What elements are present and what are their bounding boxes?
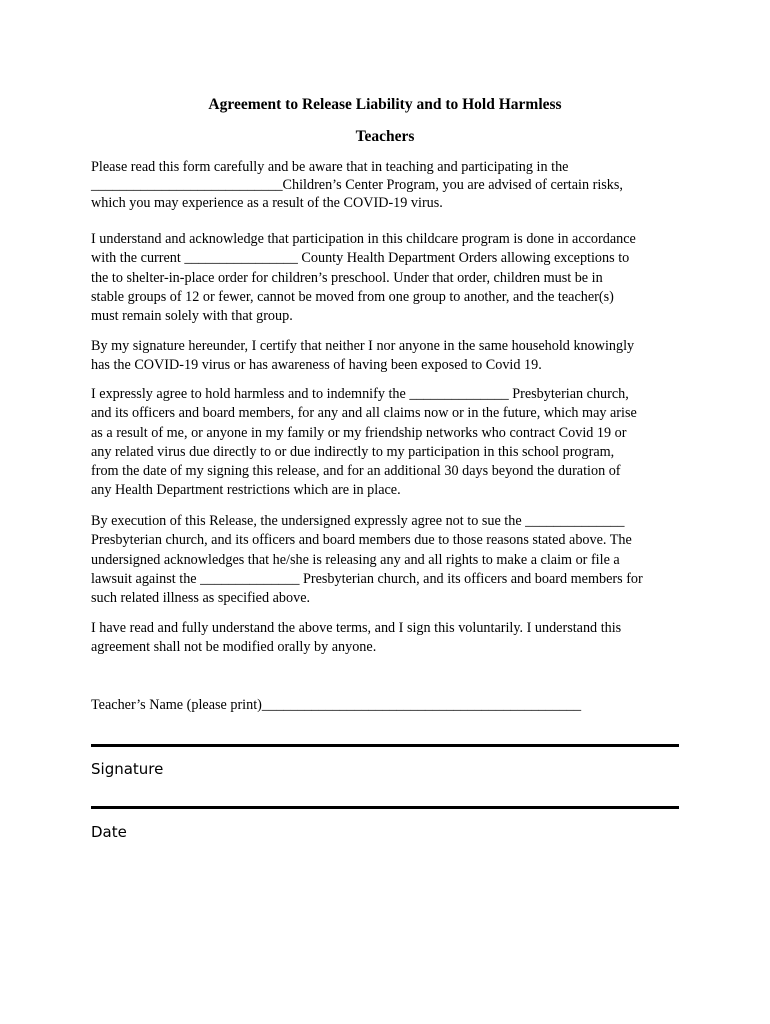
paragraph-line: By execution of this Release, the undersigned expressly agree not to sue the ______________ <box>91 513 625 529</box>
paragraph-risk-notice <box>91 159 679 212</box>
paragraph-line: I expressly agree to hold harmless and to indemnify the ______________ Presbyterian church, <box>91 386 629 402</box>
signature-line[interactable] <box>91 744 679 747</box>
paragraph-line: as a result of me, or anyone in my family or my friendship networks who contract Covid 19 or <box>91 424 627 441</box>
paragraph-line: such related illness as specified above. <box>91 590 311 607</box>
paragraph-line: By my signature hereunder, I certify that neither I nor anyone in the same household knowingly <box>91 338 635 354</box>
paragraph-line: I understand and acknowledge that participation in this childcare program is done in accordance <box>91 231 636 247</box>
date-label: Date <box>91 823 127 841</box>
paragraph-line: undersigned acknowledges that he/she is releasing any and all rights to make a claim or file a <box>91 551 620 568</box>
paragraph-line: with the current ________________ County Health Department Orders allowing exceptions to <box>91 250 630 267</box>
signature-label: Signature <box>91 760 164 778</box>
paragraph-hold-harmless <box>91 385 679 501</box>
paragraph-line: ___________________________Children’s Center Program, you are advised of certain risks, <box>91 176 623 193</box>
paragraph-line: agreement shall not be modified orally by anyone. <box>91 638 377 655</box>
paragraph-line: Presbyterian church, and its officers and board members due to those reasons stated above. The <box>91 532 632 549</box>
paragraph-release <box>91 512 679 608</box>
date-line[interactable] <box>91 806 679 809</box>
paragraph-line: which you may experience as a result of the COVID-19 virus. <box>91 194 443 211</box>
paragraph-line: Please read this form carefully and be aware that in teaching and participating in the <box>91 159 569 175</box>
paragraph-line: from the date of my signing this release, and for an additional 30 days beyond the duration of <box>91 463 621 480</box>
paragraph-line: and its officers and board members, for any and all claims now or in the future, which may arise <box>91 405 637 422</box>
paragraph-line: I have read and fully understand the above terms, and I sign this voluntarily. I understand this <box>91 620 622 636</box>
teacher-name-field[interactable]: Teacher’s Name (please print)_____________________________________________ <box>91 697 582 713</box>
paragraph-acknowledgement <box>91 230 679 326</box>
paragraph-line: lawsuit against the ______________ Presbyterian church, and its officers and board members for <box>91 570 643 587</box>
paragraph-line: must remain solely with that group. <box>91 308 293 325</box>
document-title: Agreement to Release Liability and to Hold Harmless <box>208 96 562 113</box>
paragraph-certification <box>91 337 679 374</box>
paragraph-line: any Health Department restrictions which are in place. <box>91 482 401 499</box>
paragraph-voluntary-statement <box>91 619 679 656</box>
paragraph-line: any related virus due directly to or due indirectly to my participation in this school program, <box>91 443 615 460</box>
paragraph-line: stable groups of 12 or fewer, cannot be moved from one group to another, and the teacher(s) <box>91 288 614 305</box>
document-subtitle: Teachers <box>355 128 415 145</box>
paragraph-line: has the COVID-19 virus or has awareness of having been exposed to Covid 19. <box>91 356 542 373</box>
paragraph-line: the to shelter-in-place order for children’s preschool. Under that order, children must be in <box>91 269 603 286</box>
